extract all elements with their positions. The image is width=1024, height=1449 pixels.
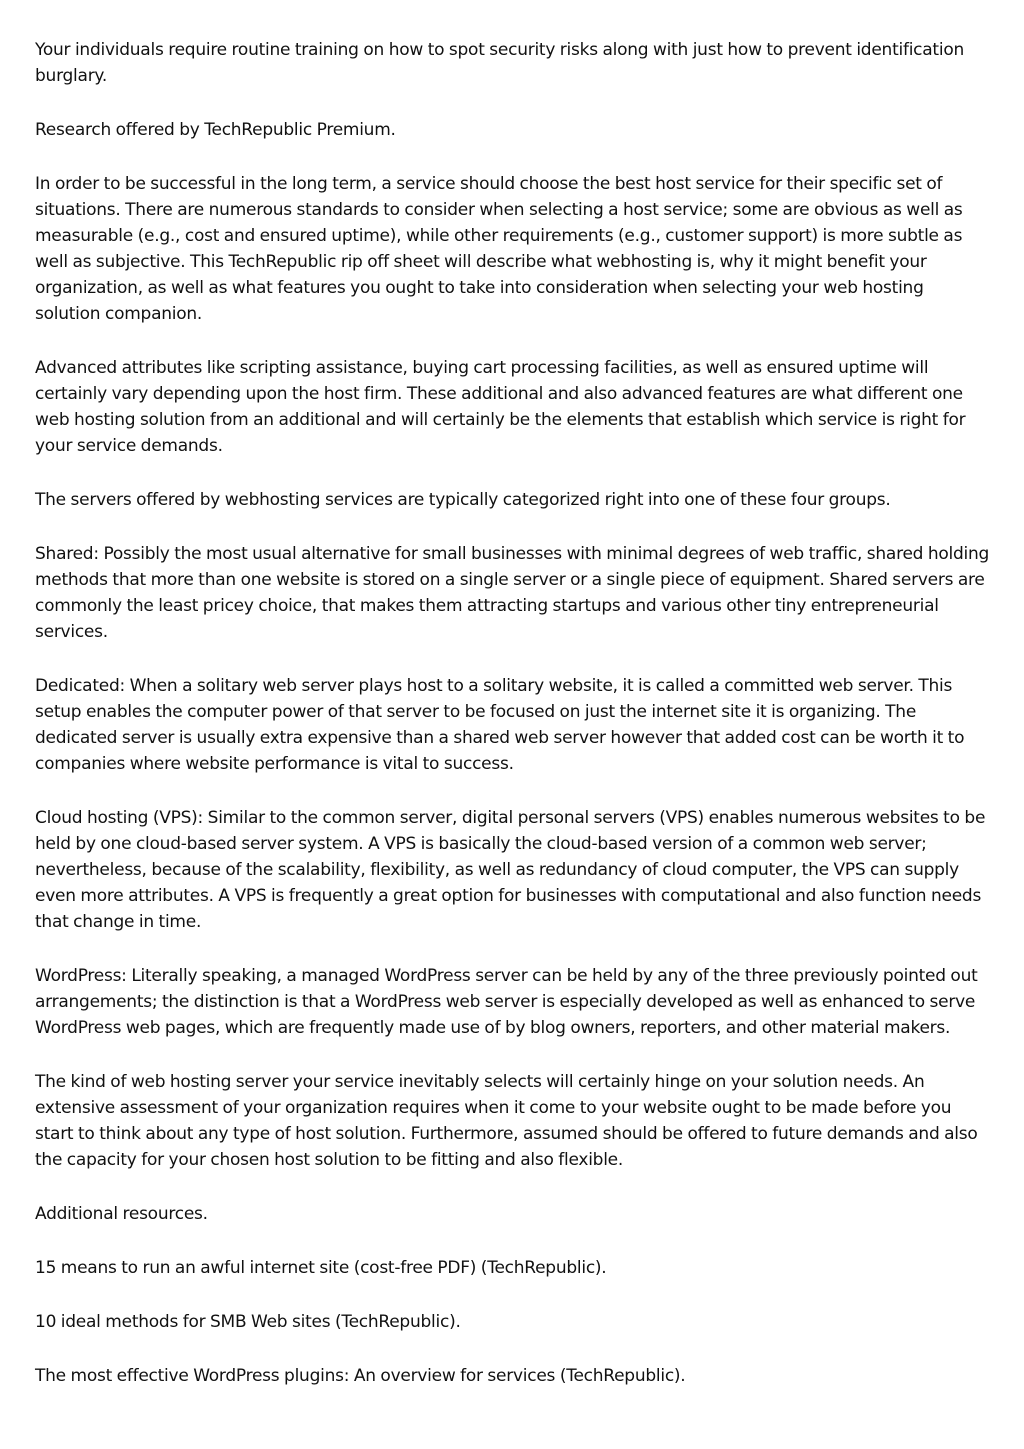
paragraph-additional-resources: Additional resources.	[35, 1204, 208, 1224]
resource-item-wordpress-plugins: The most effective WordPress plugins: An overview for services (TechRepublic).	[35, 1366, 686, 1386]
paragraph-cloud-hosting: Cloud hosting (VPS): Similar to the common server, digital personal servers (VPS) enables numerous websites to be held by one cloud-based server system. A VPS is basically the cloud-based version of a common web server; nevertheless, because of the scalability, flexibility, as well as redundancy of cloud computer, the VPS can supply even more attributes. A VPS is frequently a great option for businesses with computational and also function needs that change in time.	[35, 808, 986, 932]
paragraph-host-intro: In order to be successful in the long term, a service should choose the best host service for their specific set of situations. There are numerous standards to consider when selecting a host service; some are obvious as well as measurable (e.g., cost and ensured uptime), while other requirements (e.g., customer support) is more subtle as well as subjective. This TechRepublic rip off sheet will describe what webhosting is, why it might benefit your organization, as well as what features you ought to take into consideration when selecting your web hosting solution companion.	[35, 174, 963, 324]
paragraph-training: Your individuals require routine training on how to spot security risks along with just how to prevent identification burglary.	[35, 40, 964, 86]
resource-item-awful-site: 15 means to run an awful internet site (cost-free PDF) (TechRepublic).	[35, 1258, 607, 1278]
resource-item-smb-sites: 10 ideal methods for SMB Web sites (TechRepublic).	[35, 1312, 461, 1332]
paragraph-dedicated: Dedicated: When a solitary web server plays host to a solitary website, it is called a committed web server. This setup enables the computer power of that server to be focused on just the internet site it is organizing. The dedicated server is usually extra expensive than a shared web server however that added cost can be worth it to companies where website performance is vital to success.	[35, 676, 965, 774]
paragraph-wordpress: WordPress: Literally speaking, a managed WordPress server can be held by any of the three previously pointed out arrangements; the distinction is that a WordPress web server is especially developed as well as enhanced to serve WordPress web pages, which are frequently made use of by blog owners, reporters, and other material makers.	[35, 966, 978, 1038]
paragraph-advanced-attributes: Advanced attributes like scripting assistance, buying cart processing facilities, as well as ensured uptime will certainly vary depending upon the host firm. These additional and also advanced features are what different one web hosting solution from an additional and will certainly be the elements that establish which service is right for your service demands.	[35, 358, 966, 456]
paragraph-conclusion: The kind of web hosting server your service inevitably selects will certainly hinge on your solution needs. An extensive assessment of your organization requires when it come to your website ought to be made before you start to think about any type of host solution. Furthermore, assumed should be offered to future demands and also the capacity for your chosen host solution to be fitting and also flexible.	[35, 1072, 978, 1170]
paragraph-research-note: Research offered by TechRepublic Premium.	[35, 120, 396, 140]
paragraph-server-groups: The servers offered by webhosting services are typically categorized right into one of these four groups.	[35, 490, 891, 510]
paragraph-shared: Shared: Possibly the most usual alternative for small businesses with minimal degrees of web traffic, shared holding methods that more than one website is stored on a single server or a single piece of equipment. Shared servers are commonly the least pricey choice, that makes them attracting startups and various other tiny entrepreneurial services.	[35, 544, 990, 642]
